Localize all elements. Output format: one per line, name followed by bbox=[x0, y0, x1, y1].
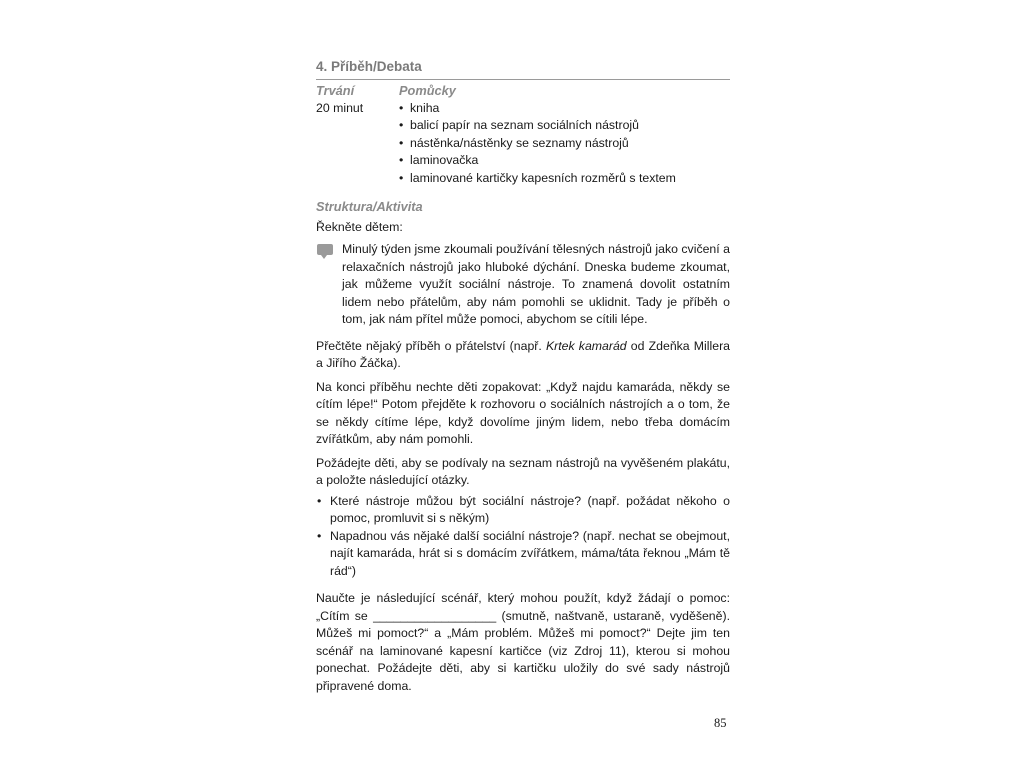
read-story-after: od Zdeňka Millera a Jiřího Žáčka). bbox=[316, 338, 731, 370]
list-item: • balicí papír na seznam sociálních nástrojů bbox=[399, 117, 676, 135]
list-item: • laminované kartičky kapesních rozměrů s textem bbox=[399, 170, 676, 188]
ask-paragraph: Požádejte děti, aby se podívaly na seznam nástrojů na vyvěšeném plakátu, a položte následující otázky. bbox=[316, 455, 730, 487]
page-content bbox=[316, 58, 730, 695]
end-paragraph: Na konci příběhu nechte děti zopakovat: „Když najdu kamaráda, někdy se cítím lépe!“ Potom přejděte k rozhovoru o sociálních nástrojích a o tom, že se někdy cítíme lépe, když dovolíme jiným lidem, nebo třeba domácím zvířátkům, aby nám pomohli. bbox=[316, 379, 730, 446]
read-story-paragraph bbox=[316, 338, 730, 373]
quote-text: Minulý týden jsme zkoumali používání tělesných nástrojů jako cvičení a relaxačních nástrojů jako hluboké dýchání. Dneska budeme zkoumat, jak můžeme využít sociální nástroje. To znamená dovolit ostatním lidem nebo přátelům, aby nám pomohli se uklidnit. Tady je příběh o tom, jak nám přítel může pomoci, abychom se cítili lépe. bbox=[342, 242, 730, 326]
materials-list bbox=[399, 100, 676, 188]
section-title: 4. Příběh/Debata bbox=[316, 58, 730, 80]
scenario-paragraph: Naučte je následující scénář, který mohou použít, když žádají o pomoc: „Cítím se __________________ (smutně, naštvaně, ustaraně, vyděšeně). Můžeš mi pomoct?“ a „Mám problém. Můžeš mi pomoct?“ Dejte jim ten scénář na laminované kapesní kartičce (viz Zdroj 11), kterou si mohou ponechat. Požádejte děti, aby si kartičku uložily do své sady nástrojů připravené doma. bbox=[316, 591, 730, 693]
speech-bubble-icon bbox=[317, 244, 333, 255]
quote-block bbox=[316, 241, 730, 329]
list-item: • laminovačka bbox=[399, 152, 676, 170]
story-title: Krtek kamarád bbox=[545, 338, 627, 353]
list-item: • Které nástroje můžou být sociální nástroje? (např. požádat někoho o pomoc, promluvit si s někým) bbox=[316, 493, 730, 528]
structure-heading: Struktura/Aktivita bbox=[316, 199, 423, 214]
meta-header bbox=[316, 82, 730, 100]
meta-row bbox=[316, 100, 730, 188]
page-number: 85 bbox=[714, 716, 727, 730]
read-story-before: Přečtěte nějaký příběh o přátelství (např. bbox=[316, 338, 546, 353]
intro-text: Řekněte dětem: bbox=[316, 219, 403, 234]
duration-value: 20 minut bbox=[316, 100, 364, 115]
list-item: • nástěnka/nástěnky se seznamy nástrojů bbox=[399, 135, 676, 153]
list-item: • Napadnou vás nějaké další sociální nástroje? (např. nechat se obejmout, najít kamaráda, hrát si s domácím zvířátkem, máma/táta řeknou „Mám tě rád“) bbox=[316, 528, 730, 581]
duration-label: Trvání bbox=[316, 83, 355, 98]
materials-label: Pomůcky bbox=[399, 83, 456, 98]
list-item: • kniha bbox=[399, 100, 676, 118]
questions-list bbox=[316, 493, 730, 581]
